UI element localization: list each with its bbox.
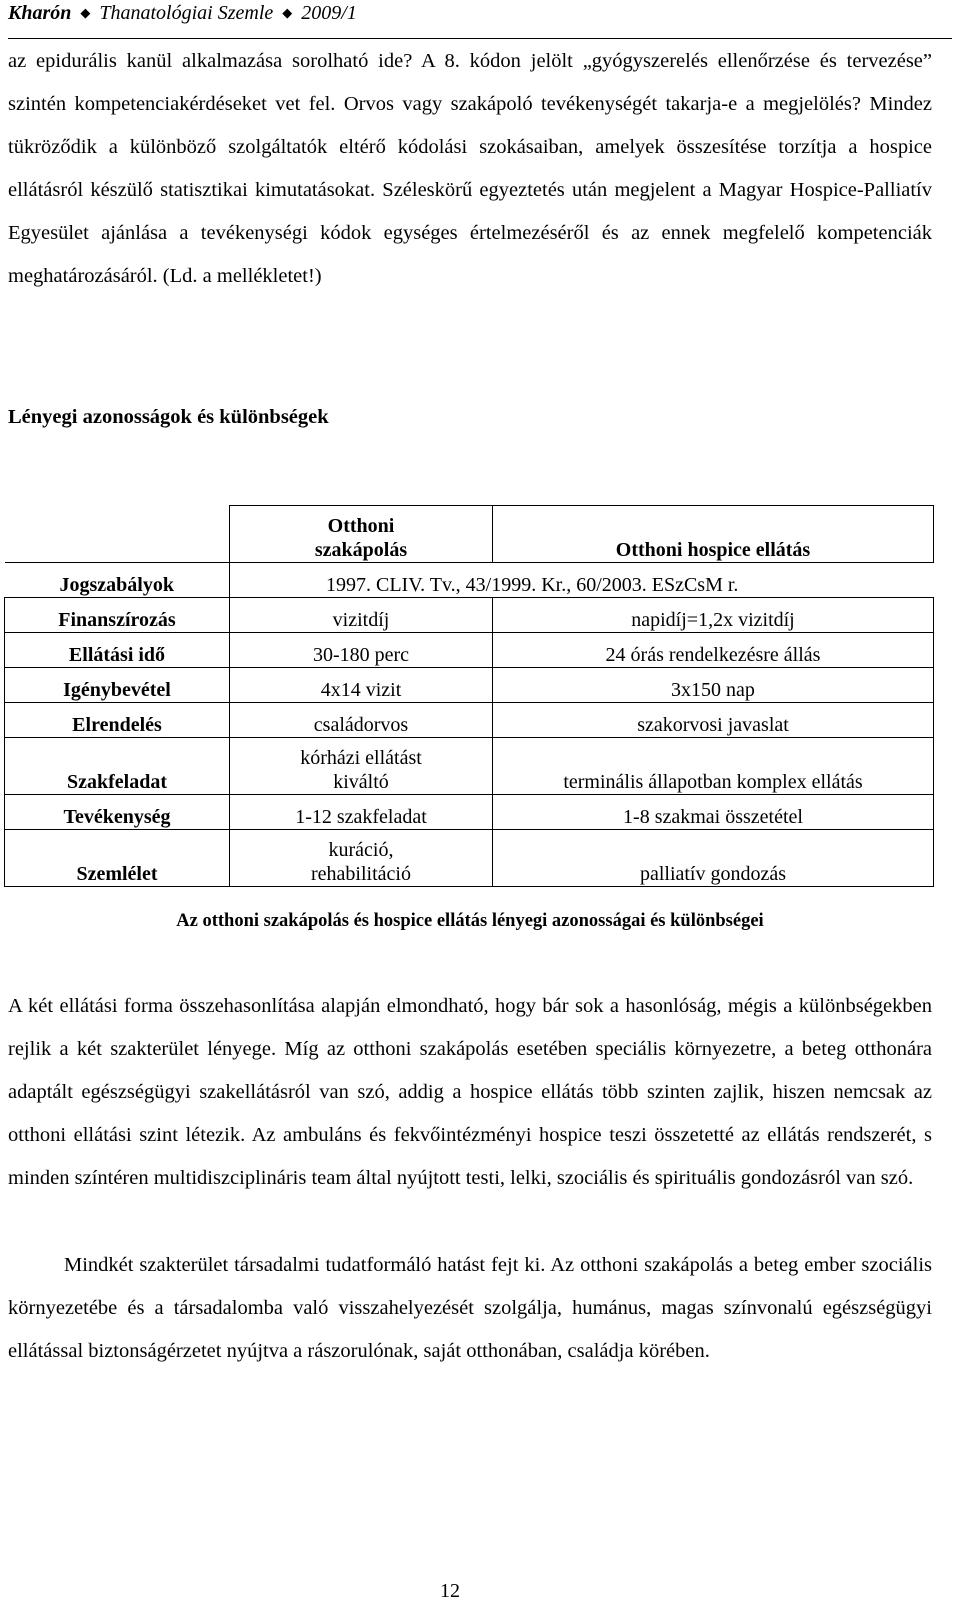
body-paragraph: A két ellátási forma összehasonlítása alapján elmondható, hogy bár sok a hasonlóság, mégis a különbségekben rejlik a két szakterület lényege. Míg az otthoni szakápolás esetében speciális környezetre, a beteg otthonára adaptált egészségügyi szakellátásról van szó, addig a hospice ellátás több szinten zajlik, hiszen nemcsak az otthoni ellátási szint létezik. Az ambuláns és fekvőintézményi hospice teszi összetetté az ellátás rendszerét, s minden színtéren multidiszciplináris team által nyújtott testi, lelki, szociális és spirituális gondozásról van szó.: [8, 995, 932, 1189]
table-header-row: [5, 506, 934, 563]
column-header-home-care: Otthoni szakápolás: [230, 506, 493, 563]
issue-year: 2009/1: [301, 2, 357, 24]
home-care-cell: kuráció, rehabilitáció: [230, 830, 493, 887]
home-care-cell: 30-180 perc: [230, 633, 493, 668]
table-row: [5, 633, 934, 668]
home-care-cell: 4x14 vizit: [230, 668, 493, 703]
table-row: [5, 830, 934, 887]
hospice-cell: palliatív gondozás: [493, 830, 934, 887]
comparison-table: [4, 505, 934, 887]
table-row: [5, 598, 934, 633]
table-row: [5, 703, 934, 738]
journal-name: Kharón: [8, 2, 72, 24]
hospice-cell: szakorvosi javaslat: [493, 703, 934, 738]
journal-subtitle: Thanatológiai Szemle: [99, 2, 274, 24]
table-row-legislation: [5, 563, 934, 598]
page-number: 12: [440, 1580, 460, 1602]
running-header: [8, 0, 952, 39]
legislation-value: 1997. CLIV. Tv., 43/1999. Kr., 60/2003. ESzCsM r.: [230, 563, 934, 598]
hospice-cell: 24 órás rendelkezésre állás: [493, 633, 934, 668]
table-row: [5, 668, 934, 703]
intro-paragraph: az epidurális kanül alkalmazása sorolható ide? A 8. kódon jelölt „gyógyszerelés ellenőrzése és tervezése” szintén kompetenciakérdéseket vet fel. Orvos vagy szakápoló tevékenységét takarja-e a megjelölés? Mindez tükröződik a különböző szolgáltatók eltérő kódolási szokásaiban, amelyek összesítése torzítja a hospice ellátásról készülő statisztikai kimutatásokat. Széleskörű egyeztetés után megjelent a Magyar Hospice-Palliatív Egyesület ajánlása a tevékenységi kódok egységes értelmezéséről és az ennek megfelelő kompetenciák meghatározásáról. (Ld. a mellékletet!): [8, 50, 932, 287]
home-care-cell: családorvos: [230, 703, 493, 738]
row-label: Szakfeladat: [5, 738, 230, 795]
row-label: Igénybevétel: [5, 668, 230, 703]
row-label: Elrendelés: [5, 703, 230, 738]
table-caption: Az otthoni szakápolás és hospice ellátás lényegi azonosságai és különbségei: [176, 911, 764, 931]
section-title: Lényegi azonosságok és különbségek: [8, 406, 329, 428]
home-care-cell: vizitdíj: [230, 598, 493, 633]
hospice-cell: 1-8 szakmai összetétel: [493, 795, 934, 830]
diamond-separator-icon: ◆: [80, 5, 91, 20]
hospice-cell: 3x150 nap: [493, 668, 934, 703]
home-care-cell: 1-12 szakfeladat: [230, 795, 493, 830]
hospice-cell: terminális állapotban komplex ellátás: [493, 738, 934, 795]
home-care-cell: kórházi ellátást kiváltó: [230, 738, 493, 795]
hospice-cell: napidíj=1,2x vizitdíj: [493, 598, 934, 633]
table-row: [5, 738, 934, 795]
row-label: Ellátási idő: [5, 633, 230, 668]
row-label: Finanszírozás: [5, 598, 230, 633]
column-header-hospice: Otthoni hospice ellátás: [493, 506, 934, 563]
row-label: Jogszabályok: [5, 563, 230, 598]
diamond-separator-icon: ◆: [282, 5, 293, 20]
row-label: Tevékenység: [5, 795, 230, 830]
row-label: Szemlélet: [5, 830, 230, 887]
table-row: [5, 795, 934, 830]
body-paragraph: Mindkét szakterület társadalmi tudatformáló hatást fejt ki. Az otthoni szakápolás a beteg ember szociális környezetébe és a társadalomba való visszahelyezését szolgálja, humánus, magas színvonalú egészségügyi ellátással biztonságérzetet nyújtva a rászorulónak, saját otthonában, családja körében.: [8, 1254, 932, 1362]
